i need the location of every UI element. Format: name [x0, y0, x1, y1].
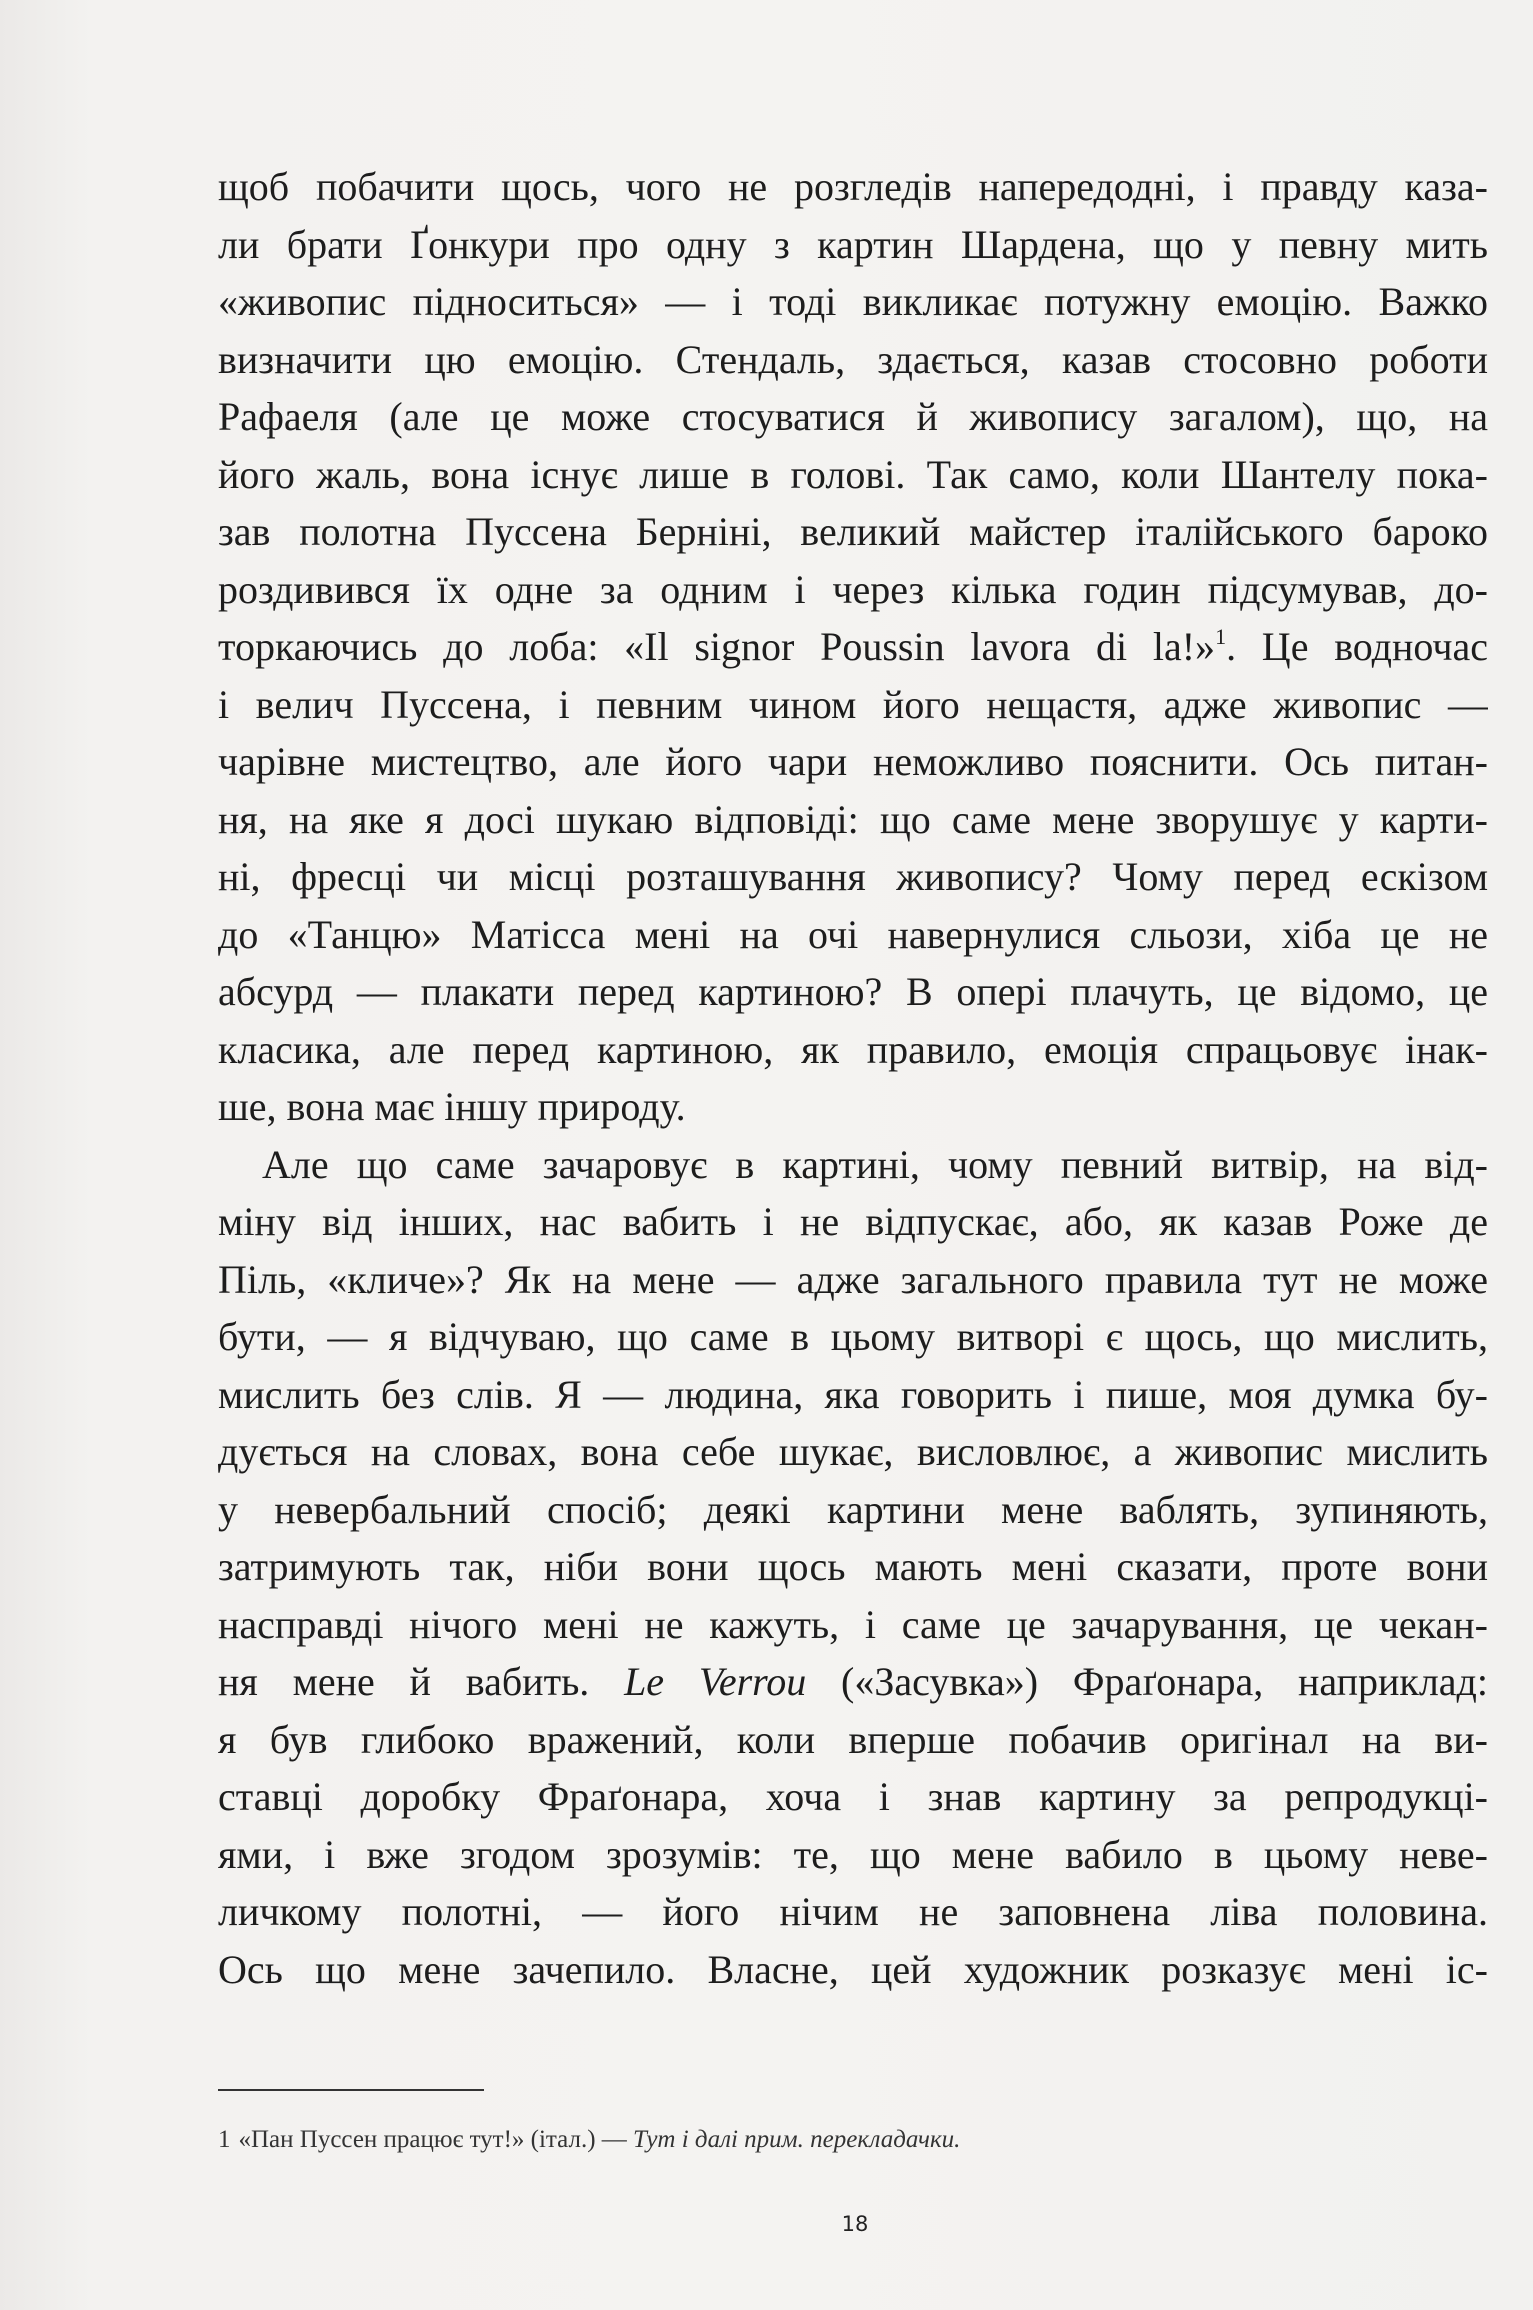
text-line: до «Танцю» Матісса мені на очі навернулися сльози, хіба це не — [218, 911, 1488, 957]
text-line: роздивився їх одне за одним і через кілька годин підсумував, до- — [218, 566, 1488, 612]
page-number: 18 — [841, 2212, 869, 2236]
footnote-reference: 1 — [1215, 624, 1227, 649]
text-line: насправді нічого мені не кажуть, і саме це зачарування, це чекан- — [218, 1601, 1488, 1647]
text-line-with-italic-title — [218, 1653, 1488, 1711]
line-start: ня мене й вабить. — [218, 1659, 625, 1704]
footnote-number: 1 — [218, 2126, 231, 2153]
text-line: у невербальний спосіб; деякі картини мене ваблять, зупиняють, — [218, 1486, 1488, 1532]
text-line: класика, але перед картиною, як правило, емоція спрацьовує інак- — [218, 1026, 1488, 1072]
text-line: ні, фресці чи місці розташування живопису? Чому перед ескізом — [218, 854, 1488, 899]
quote-text: торкаючись до лоба: «Il signor Poussin lavora di la!» — [218, 624, 1216, 669]
text-line: ня, на яке я досі шукаю відповіді: що саме мене зворушує у карти- — [218, 796, 1488, 842]
text-line: ставці доробку Фраґонара, хоча і знав картину за репродукці- — [218, 1774, 1488, 1819]
text-line: «живопис підноситься» — і тоді викликає потужну емоцію. Важко — [218, 279, 1488, 324]
text-line: затримують так, ніби вони щось мають мені сказати, проте вони — [218, 1544, 1488, 1589]
text-line: я був глибоко вражений, коли вперше побачив оригінал на ви- — [218, 1716, 1488, 1762]
body-text — [218, 158, 1488, 1998]
paragraph-start-line: Але що саме зачаровує в картині, чому певний витвір, на від- — [262, 1141, 1488, 1187]
paragraph-end-line: ше, вона має іншу природу. — [218, 1084, 686, 1129]
text-line: чарівне мистецтво, але його чари неможливо пояснити. Ось питан- — [218, 739, 1488, 784]
footnote-text: «Пан Пуссен працює тут!» (італ.) — — [238, 2126, 634, 2153]
text-line: щоб побачити щось, чого не розгледів напередодні, і правду каза- — [218, 164, 1488, 209]
footnote-divider — [218, 2089, 484, 2091]
line-continuation: . Це водночас — [1226, 624, 1488, 669]
text-line: зав полотна Пуссена Берніні, великий майстер італійського бароко — [218, 509, 1488, 554]
text-line: і велич Пуссена, і певним чином його нещастя, адже живопис — — [218, 681, 1488, 727]
text-line: визначити цю емоцію. Стендаль, здається, казав стосовно роботи — [218, 336, 1488, 382]
text-line: ями, і вже згодом зрозумів: те, що мене вабило в цьому неве- — [218, 1831, 1488, 1877]
text-line-with-footnote-ref — [218, 618, 1488, 676]
italic-title: Le Verrou — [624, 1659, 807, 1704]
text-line: Рафаеля (але це може стосуватися й живопису загалом), що, на — [218, 394, 1488, 439]
line-continuation: («Засувка») Фраґонара, наприклад: — [806, 1659, 1488, 1704]
text-line: личкому полотні, — його нічим не заповнена ліва половина. — [218, 1889, 1488, 1934]
text-line: абсурд — плакати перед картиною? В опері плачуть, це відомо, це — [218, 969, 1488, 1014]
text-line: мислить без слів. Я — людина, яка говорить і пише, моя думка бу- — [218, 1371, 1488, 1417]
text-line: ли брати Ґонкури про одну з картин Шардена, що у певну мить — [218, 221, 1488, 267]
text-line: бути, — я відчуваю, що саме в цьому витворі є щось, що мислить, — [218, 1314, 1488, 1359]
text-line: його жаль, вона існує лише в голові. Так само, коли Шантелу пока- — [218, 451, 1488, 497]
text-line: дується на словах, вона себе шукає, висловлює, а живопис мислить — [218, 1429, 1488, 1474]
text-line: міну від інших, нас вабить і не відпускає, або, як казав Роже де — [218, 1199, 1488, 1244]
text-line: Піль, «кличе»? Як на мене — адже загального правила тут не може — [218, 1256, 1488, 1302]
footnote — [218, 2126, 960, 2154]
text-line: Ось що мене зачепило. Власне, цей художник розказує мені іс- — [218, 1946, 1488, 1992]
footnote-italic-note: Тут і далі прим. перекладачки. — [633, 2126, 961, 2153]
